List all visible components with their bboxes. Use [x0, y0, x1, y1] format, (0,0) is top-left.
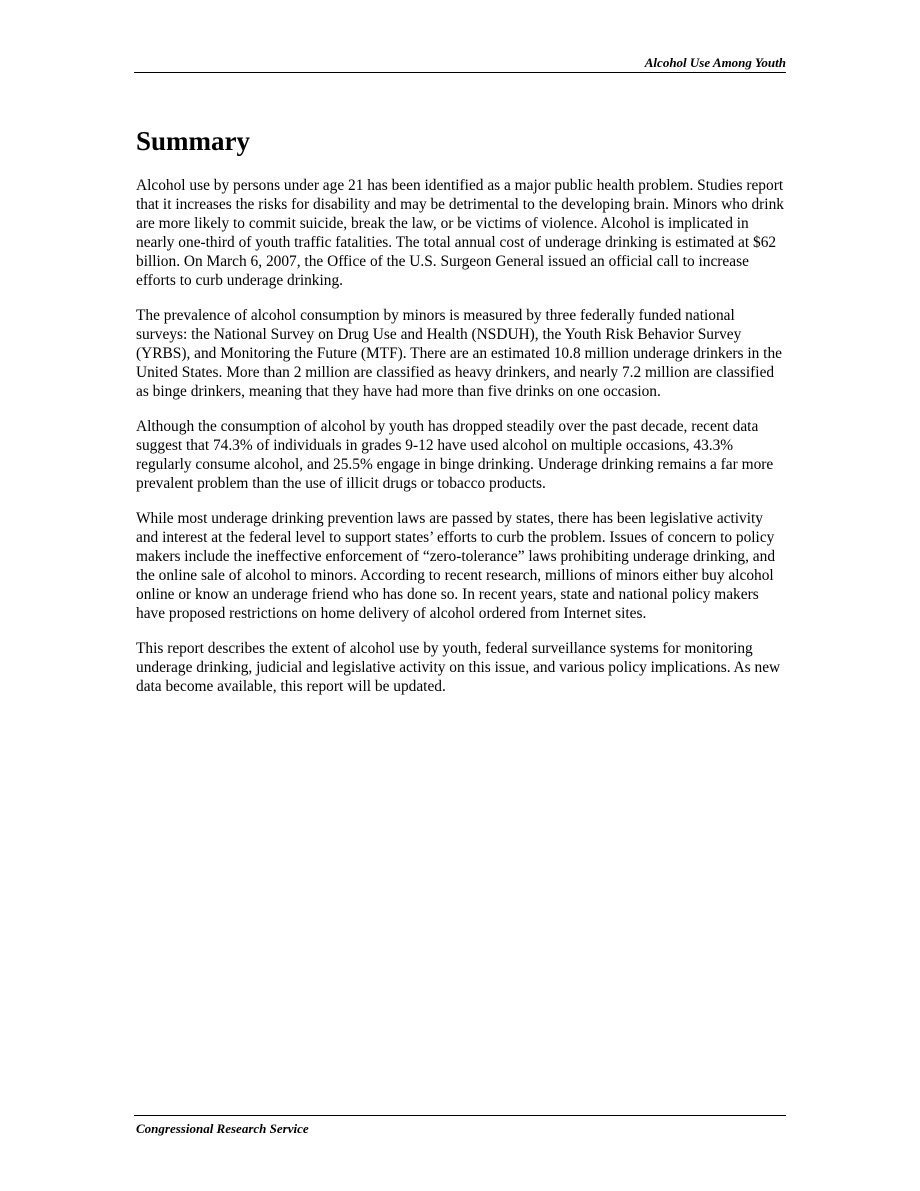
paragraph-intro: Alcohol use by persons under age 21 has been identified as a major public health problem. Studies report that it increases the risks for disability and may be detrimental to the developing brain. Minors who drink are more likely to commit suicide, break the law, or be victims of violence. Alcohol is implicated in nearly one-third of youth traffic fatalities. The total annual cost of underage drinking is estimated at $62 billion. On March 6, 2007, the Office of the U.S. Surgeon General issued an official call to increase efforts to curb underage drinking.: [136, 177, 784, 289]
paragraph-consumption: Although the consumption of alcohol by youth has dropped steadily over the past decade, recent data suggest that 74.3% of individuals in grades 9-12 have used alcohol on multiple occasions, 43.3% regularly consume alcohol, and 25.5% engage in binge drinking. Underage drinking remains a far more prevalent problem than the use of illicit drugs or tobacco products.: [136, 418, 774, 492]
page-title: Summary: [136, 126, 250, 156]
summary-body: [136, 176, 788, 712]
paragraph-surveys: The prevalence of alcohol consumption by minors is measured by three federally funded national surveys: the National Survey on Drug Use and Health (NSDUH), the Youth Risk Behavior Survey (YRBS), and Monitoring the Future (MTF). There are an estimated 10.8 million underage drinkers in the United States. More than 2 million are classified as heavy drinkers, and nearly 7.2 million are classified as binge drinkers, meaning that they have had more than five drinks on one occasion.: [136, 307, 782, 400]
running-footer: Congressional Research Service: [136, 1121, 309, 1136]
paragraph-legislation: While most underage drinking prevention laws are passed by states, there has been legislative activity and interest at the federal level to support states’ efforts to curb the problem. Issues of concern to policy makers include the ineffective enforcement of “zero-tolerance” laws prohibiting underage drinking, and the online sale of alcohol to minors. According to recent research, millions of minors either buy alcohol online or know an underage friend who has done so. In recent years, state and national policy makers have proposed restrictions on home delivery of alcohol ordered from Internet sites.: [136, 510, 776, 622]
running-header: Alcohol Use Among Youth: [134, 54, 786, 73]
paragraph-report-scope: This report describes the extent of alcohol use by youth, federal surveillance systems for monitoring underage drinking, judicial and legislative activity on this issue, and various policy implications. As new data become available, this report will be updated.: [136, 640, 781, 695]
footer-divider: [134, 1115, 786, 1116]
